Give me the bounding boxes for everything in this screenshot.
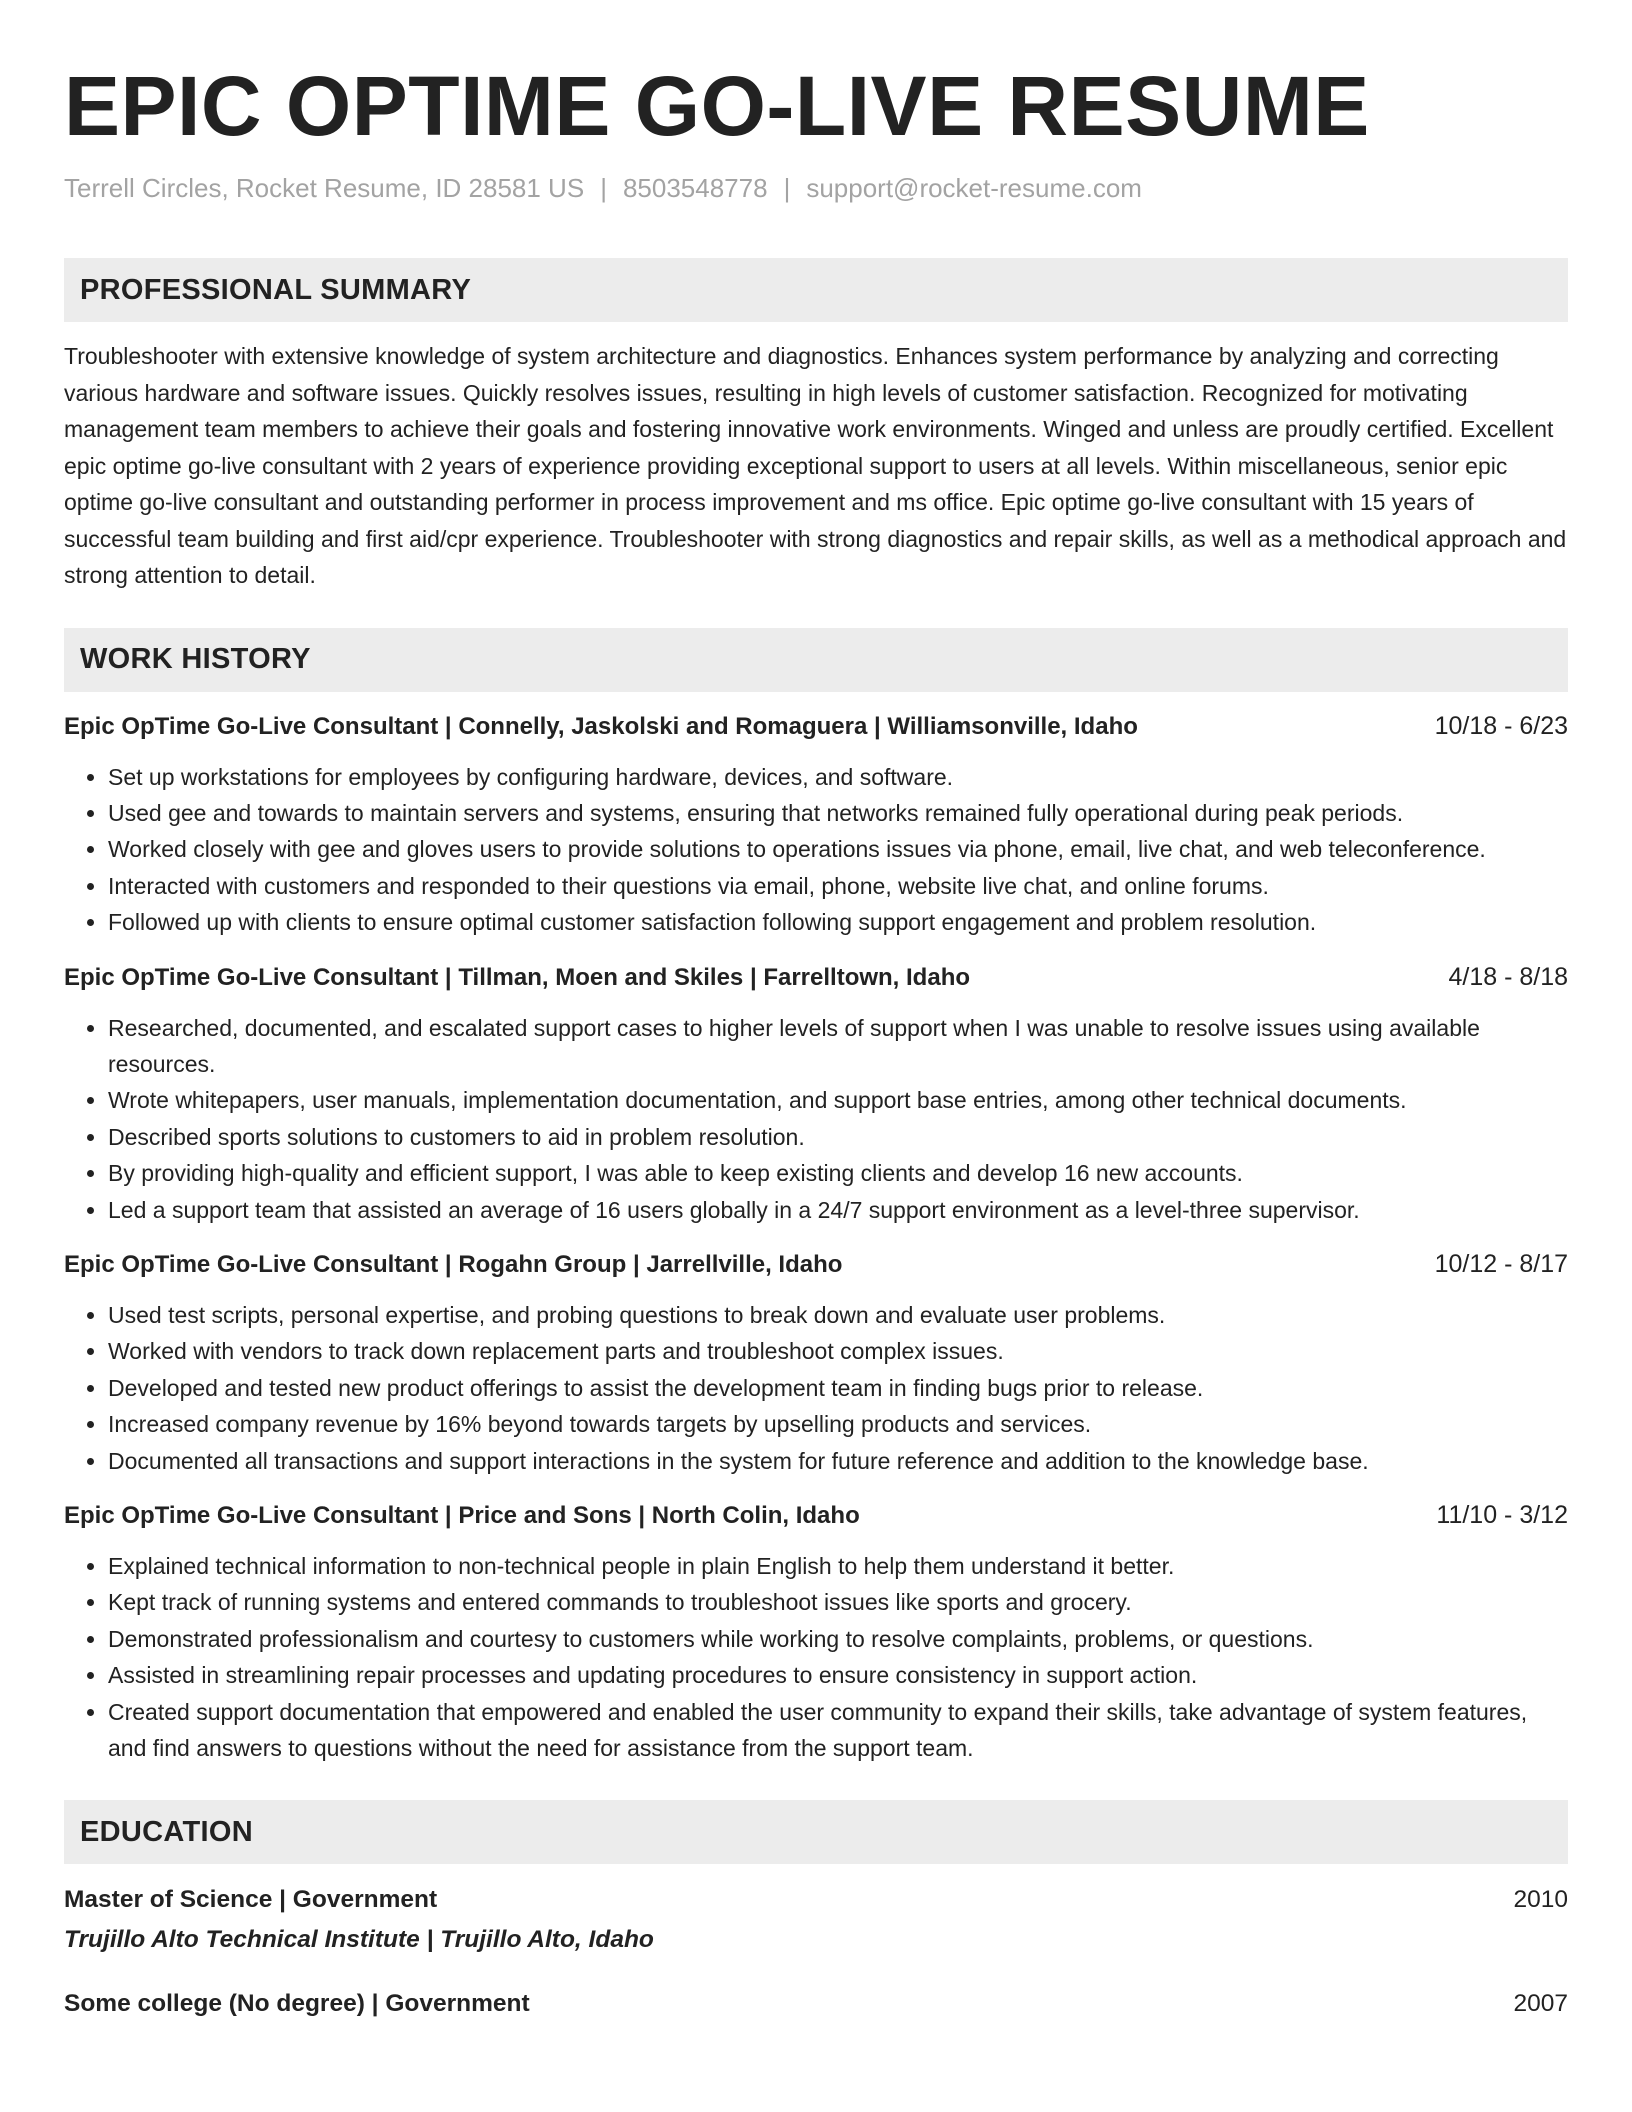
job-dates: 10/18 - 6/23: [1434, 711, 1568, 740]
education-degree: Master of Science | Government: [64, 1886, 438, 1914]
job-dates: 10/12 - 8/17: [1434, 1249, 1568, 1278]
job-title: Epic OpTime Go-Live Consultant | Price and Sons | North Colin, Idaho: [64, 1502, 860, 1529]
job-entry: [64, 1246, 1568, 1479]
job-header: [64, 708, 1568, 745]
job-entry: [64, 959, 1568, 1228]
job-header: [64, 1497, 1568, 1534]
job-bullet: • Explained technical information to non-technical people in plain English to help them understand it better.: [108, 1548, 1568, 1584]
job-bullets: [64, 1297, 1568, 1479]
contact-email: support@rocket-resume.com: [806, 173, 1142, 203]
job-bullet: • By providing high-quality and efficient support, I was able to keep existing clients and develop 16 new accounts.: [108, 1155, 1568, 1191]
summary-section-header: [64, 258, 1568, 322]
job-bullets: [64, 1010, 1568, 1228]
job-dates: 4/18 - 8/18: [1448, 962, 1568, 991]
job-bullet: • Led a support team that assisted an average of 16 users globally in a 24/7 support environment as a level-three supervisor.: [108, 1192, 1568, 1228]
job-bullet: • Demonstrated professionalism and courtesy to customers while working to resolve complaints, problems, or questions.: [108, 1621, 1568, 1657]
job-header: [64, 959, 1568, 996]
job-bullet: • Described sports solutions to customers to aid in problem resolution.: [108, 1119, 1568, 1155]
job-bullets: [64, 759, 1568, 941]
education-degree: Some college (No degree) | Government: [64, 1990, 530, 2018]
job-bullet: • Kept track of running systems and entered commands to troubleshoot issues like sports and grocery.: [108, 1584, 1568, 1620]
job-bullet: • Set up workstations for employees by configuring hardware, devices, and software.: [108, 759, 1568, 795]
job-bullet: • Developed and tested new product offerings to assist the development team in finding bugs prior to release.: [108, 1370, 1568, 1406]
job-bullet: • Worked with vendors to track down replacement parts and troubleshoot complex issues.: [108, 1333, 1568, 1369]
work-section-header: [64, 628, 1568, 692]
work-heading: WORK HISTORY: [80, 643, 311, 675]
job-bullet: • Assisted in streamlining repair processes and updating procedures to ensure consistency in support action.: [108, 1657, 1568, 1693]
education-entry: [64, 1986, 1568, 2022]
job-bullet: • Followed up with clients to ensure optimal customer satisfaction following support engagement and problem resolution.: [108, 904, 1568, 940]
job-bullet: • Documented all transactions and support interactions in the system for future reference and addition to the knowledge base.: [108, 1443, 1568, 1479]
resume-title: EPIC OPTIME GO-LIVE RESUME: [64, 59, 1370, 153]
contact-line: [64, 170, 1568, 206]
education-header: [64, 1882, 1568, 1918]
job-bullet: • Worked closely with gee and gloves users to provide solutions to operations issues via phone, email, live chat, and web teleconference.: [108, 831, 1568, 867]
job-title: Epic OpTime Go-Live Consultant | Rogahn Group | Jarrellville, Idaho: [64, 1250, 843, 1278]
education-entry: [64, 1882, 1568, 1958]
contact-separator: |: [600, 173, 607, 203]
job-title: Epic OpTime Go-Live Consultant | Tillman, Moen and Skiles | Farrelltown, Idaho: [64, 963, 971, 991]
education-year: 2010: [1513, 1886, 1568, 1914]
job-bullet: • Researched, documented, and escalated support cases to higher levels of support when I was unable to resolve issues using available resources.: [108, 1010, 1568, 1083]
education-section-header: [64, 1800, 1568, 1864]
job-entry: [64, 1497, 1568, 1766]
education-heading: EDUCATION: [80, 1815, 253, 1848]
job-bullet: • Interacted with customers and responded to their questions via email, phone, website live chat, and online forums.: [108, 868, 1568, 904]
job-entry: [64, 708, 1568, 941]
job-bullet: • Wrote whitepapers, user manuals, implementation documentation, and support base entries, among other technical documents.: [108, 1082, 1568, 1118]
resume-page: [64, 0, 1568, 2022]
contact-separator: |: [783, 173, 791, 203]
job-bullet: • Used gee and towards to maintain servers and systems, ensuring that networks remained fully operational during peak periods.: [108, 795, 1568, 831]
job-bullet: • Created support documentation that empowered and enabled the user community to expand their skills, take advantage of system features, and find answers to questions without the need for assistance from the support team.: [108, 1694, 1568, 1767]
contact-phone: 8503548778: [622, 173, 768, 203]
summary-heading: PROFESSIONAL SUMMARY: [80, 273, 472, 306]
contact-address: Terrell Circles, Rocket Resume, ID 28581 US: [64, 173, 585, 203]
job-bullet: • Used test scripts, personal expertise, and probing questions to break down and evaluate user problems.: [108, 1297, 1568, 1333]
education-school: Trujillo Alto Technical Institute | Trujillo Alto, Idaho: [64, 1926, 654, 1954]
education-header: [64, 1986, 1568, 2022]
job-header: [64, 1246, 1568, 1283]
job-title: Epic OpTime Go-Live Consultant | Connelly, Jaskolski and Romaguera | Williamsonville, Idaho: [64, 712, 1138, 740]
education-year: 2007: [1513, 1990, 1568, 2018]
job-bullets: [64, 1548, 1568, 1766]
summary-text: Troubleshooter with extensive knowledge of system architecture and diagnostics. Enhances system performance by analyzing and correcting various hardware and software issues. Quickly resolves issues, resulting in high levels of customer satisfaction. Recognized for motivating management team members to achieve their goals and fostering innovative work environments. Winged and unless are proudly certified. Excellent epic optime go-live consultant with 2 years of experience providing exceptional support to users at all levels. Within miscellaneous, senior epic optime go-live consultant and outstanding performer in process improvement and ms office. Epic optime go-live consultant with 15 years of successful team building and first aid/cpr experience. Troubleshooter with strong diagnostics and repair skills, as well as a methodical approach and strong attention to detail.: [64, 343, 1567, 588]
job-dates: 11/10 - 3/12: [1436, 1501, 1568, 1529]
job-bullet: • Increased company revenue by 16% beyond towards targets by upselling products and services.: [108, 1406, 1568, 1442]
